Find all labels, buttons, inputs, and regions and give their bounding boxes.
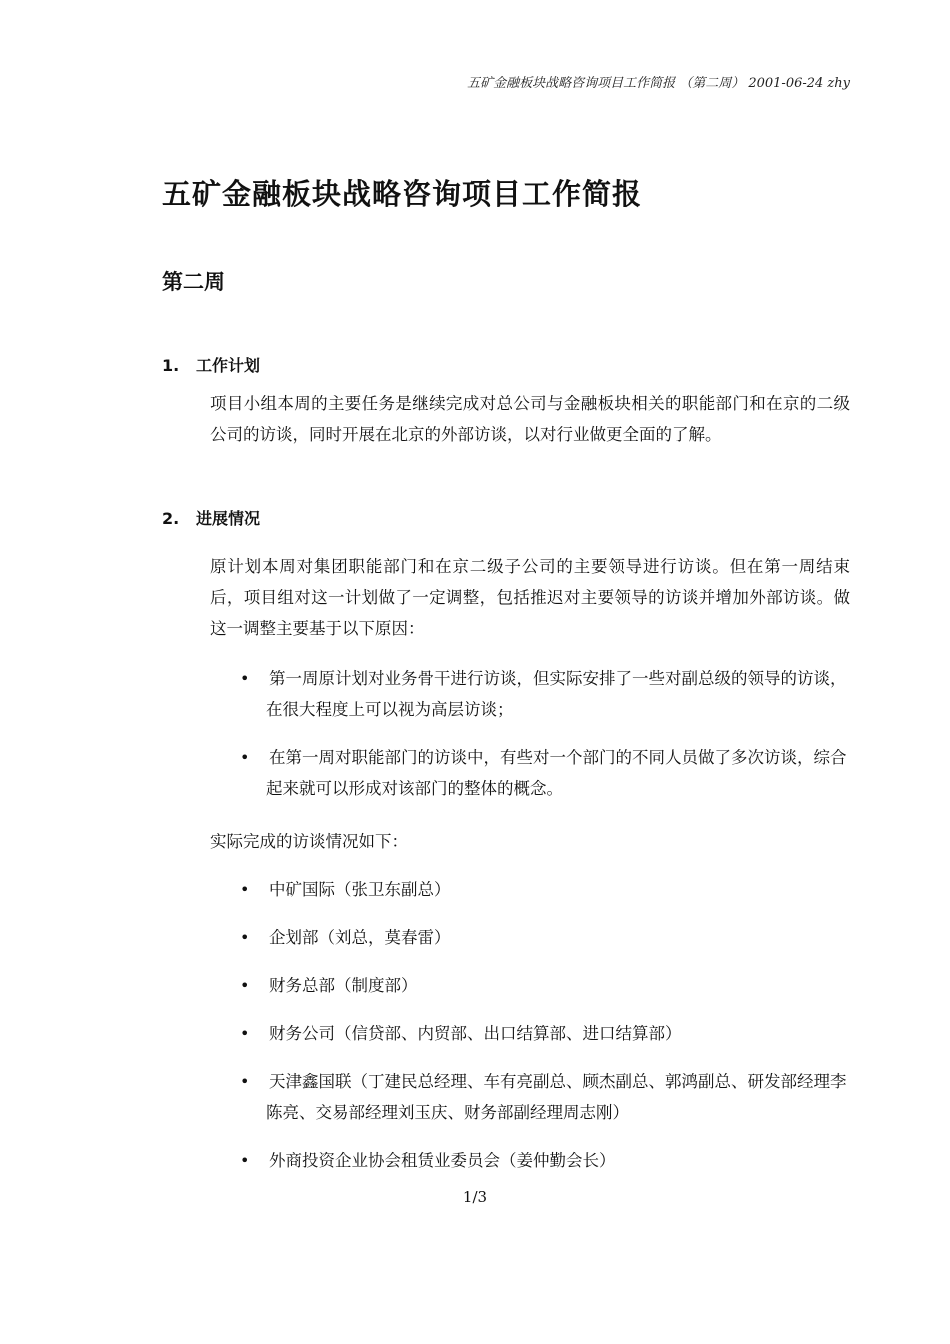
bullet-icon: •: [240, 669, 250, 688]
list-item: • 在第一周对职能部门的访谈中，有些对一个部门的不同人员做了多次访谈，综合起来就可以形成对该部门的整体的概念。: [210, 742, 850, 804]
list-item: • 财务公司（信贷部、内贸部、出口结算部、进口结算部）: [210, 1018, 850, 1049]
reasons-list: [210, 663, 850, 821]
list-item: • 企划部（刘总，莫春雷）: [210, 922, 850, 953]
bullet-icon: •: [240, 928, 250, 947]
section-heading-work-plan: [162, 353, 260, 376]
bullet-icon: •: [240, 880, 250, 899]
page-number: 1/3: [462, 1188, 488, 1206]
list-item: • 天津鑫国联（丁建民总经理、车有亮副总、顾杰副总、郭鸿副总、研发部经理李陈亮、交易部经理刘玉庆、财务部副经理周志刚）: [210, 1066, 850, 1128]
page-header: 五矿金融板块战略咨询项目工作简报 （第二周） 2001-06-24 zhy: [467, 76, 850, 91]
bullet-icon: •: [240, 1151, 250, 1170]
list-item: • 财务总部（制度部）: [210, 970, 850, 1001]
list-item: • 第一周原计划对业务骨干进行访谈，但实际安排了一些对副总级的领导的访谈，在很大程度上可以视为高层访谈；: [210, 663, 850, 725]
list-item: • 外商投资企业协会租赁业委员会（姜仲勤会长）: [210, 1145, 850, 1176]
interviews-intro: 实际完成的访谈情况如下：: [210, 832, 408, 851]
section-number: 1.: [162, 356, 180, 375]
document-subtitle: 第二周: [162, 270, 225, 294]
section-title: 进展情况: [196, 509, 261, 528]
work-plan-paragraph: 项目小组本周的主要任务是继续完成对总公司与金融板块相关的职能部门和在京的二级公司的访谈，同时开展在北京的外部访谈，以对行业做更全面的了解。: [210, 394, 850, 444]
bullet-icon: •: [240, 976, 250, 995]
bullet-icon: •: [240, 1072, 250, 1091]
section-number: 2.: [162, 509, 180, 528]
bullet-icon: •: [240, 1024, 250, 1043]
section-heading-progress: [162, 506, 260, 529]
document-title: 五矿金融板块战略咨询项目工作简报: [162, 177, 643, 211]
list-item: • 中矿国际（张卫东副总）: [210, 874, 850, 905]
section-title: 工作计划: [196, 356, 261, 375]
interviews-list: [210, 874, 850, 1193]
bullet-icon: •: [240, 748, 250, 767]
progress-paragraph: 原计划本周对集团职能部门和在京二级子公司的主要领导进行访谈。但在第一周结束后，项目组对这一计划做了一定调整，包括推迟对主要领导的访谈并增加外部访谈。做这一调整主要基于以下原因：: [210, 557, 850, 638]
